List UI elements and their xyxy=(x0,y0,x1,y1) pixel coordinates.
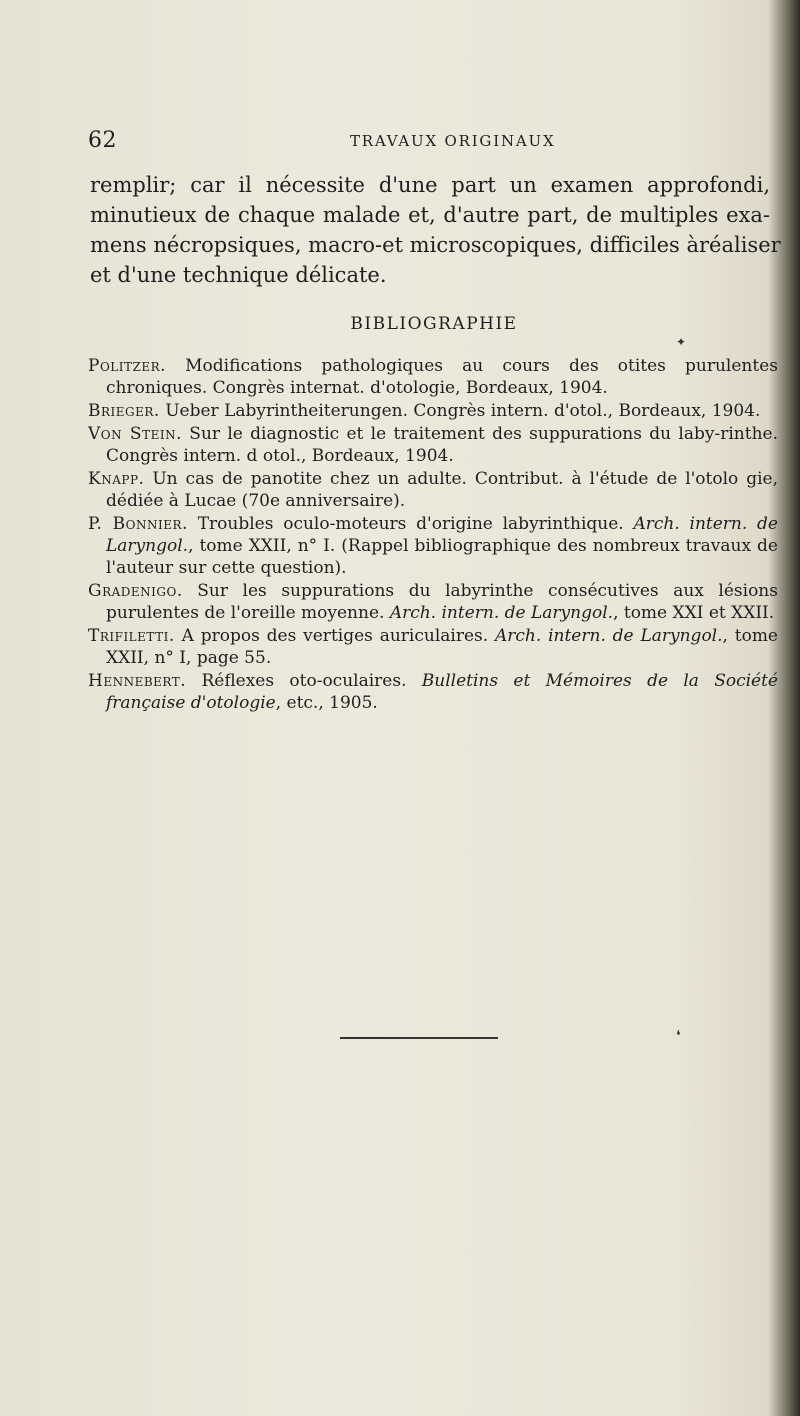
entry-text: Sur le diagnostic et le traitement des suppurations du laby-rinthe. Congrès intern. d otol., Bordeaux, 1904. xyxy=(106,424,778,466)
entry-text: Réflexes oto-oculaires. xyxy=(186,671,422,691)
bibliography-list xyxy=(88,355,778,715)
entry-text: Troubles oculo-moteurs d'origine labyrinthique. xyxy=(187,514,634,534)
entry-author: Trifiletti. xyxy=(88,626,175,646)
entry-author: Von Stein. xyxy=(88,424,182,444)
ink-speck: ✦ xyxy=(676,335,687,349)
entry-journal: Arch. intern. de Laryngol. xyxy=(106,514,778,556)
entry-text: Modifications pathologiques au cours des otites purulentes chroniques. Congrès internat. d'otologie, Bordeaux, 1904. xyxy=(106,356,778,398)
entry-author: Knapp. xyxy=(88,469,145,489)
body-paragraph xyxy=(90,170,781,290)
entry-author: P. Bonnier. xyxy=(88,514,188,534)
entry-author: Brieger. xyxy=(88,401,160,421)
entry-text: , tome XXII, n° I. (Rappel bibliographique des nombreux travaux de l'auteur sur cette question). xyxy=(106,536,778,578)
bibliography-entry xyxy=(88,468,778,512)
page-number: 62 xyxy=(88,128,117,153)
bibliography-entry xyxy=(88,625,778,669)
entry-author: Gradenigo. xyxy=(88,581,183,601)
entry-journal: Bulletins et Mémoires de la Société française d'otologie xyxy=(106,671,778,713)
entry-text: , tome XXI et XXII. xyxy=(613,603,775,623)
entry-text: Ueber Labyrintheiterungen. Congrès intern. d'otol., Bordeaux, 1904. xyxy=(159,401,761,421)
ink-speck: ❛ xyxy=(676,1028,681,1044)
entry-journal: Arch. intern. de Laryngol. xyxy=(494,626,723,646)
entry-text: Un cas de panotite chez un adulte. Contribut. à l'étude de l'otolo gie, dédiée à Lucae (70e anniversaire). xyxy=(106,469,778,511)
bibliography-entry xyxy=(88,513,778,579)
entry-text: A propos des vertiges auriculaires. xyxy=(174,626,495,646)
entry-text: Sur les suppurations du labyrinthe consécutives aux lésions purulentes de l'oreille moyenne. xyxy=(106,581,778,623)
bibliography-entry xyxy=(88,423,778,467)
entry-author: Politzer. xyxy=(88,356,167,376)
bibliography-entry xyxy=(88,670,778,714)
entry-text: , tome XXII, n° I, page 55. xyxy=(106,626,778,668)
page-header xyxy=(88,128,778,158)
bibliography-entry xyxy=(88,400,778,422)
running-title: TRAVAUX ORIGINAUX xyxy=(350,132,556,150)
paragraph-line: minutieux de chaque malade et, d'autre part, de multiples exa- xyxy=(90,203,770,227)
entry-text: , etc., 1905. xyxy=(275,693,378,713)
paragraph-line: remplir; car il nécessite d'une part un examen approfondi, xyxy=(90,173,770,197)
bibliography-entry xyxy=(88,580,778,624)
paragraph-line: mens nécropsiques, macro-et microscopiques, difficiles àréaliser xyxy=(90,233,781,257)
bibliography-heading: BIBLIOGRAPHIE xyxy=(350,314,518,334)
end-rule xyxy=(340,1037,498,1039)
bibliography-entry xyxy=(88,355,778,399)
entry-journal: Arch. intern. de Laryngol. xyxy=(389,603,614,623)
paragraph-line: et d'une technique délicate. xyxy=(90,263,387,287)
entry-author: Hennebert. xyxy=(88,671,187,691)
